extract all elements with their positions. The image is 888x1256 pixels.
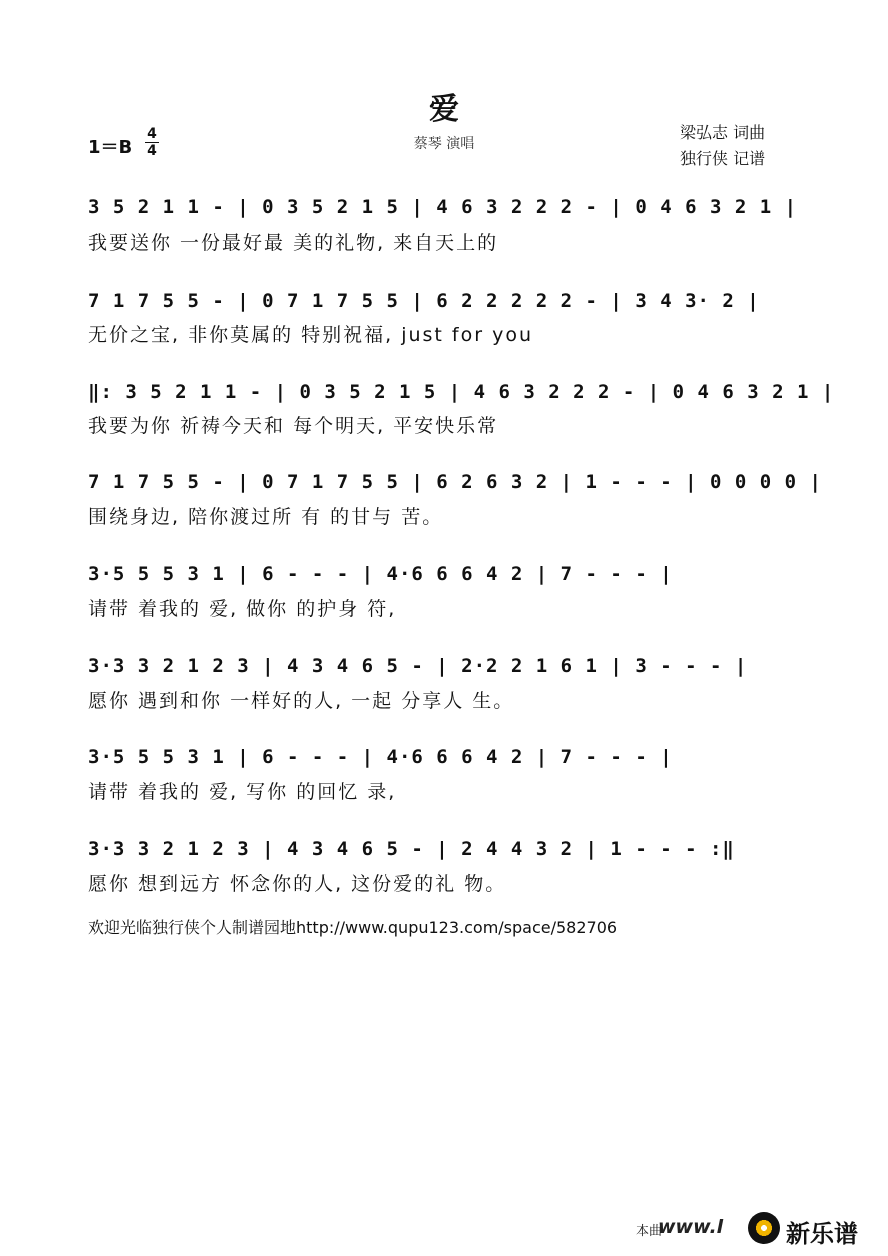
notation-row-1: 3 5 2 1 1 - | 0 3 5 2 1 5 | 4 6 3 2 2 2 - | 0 4 6 3 2 1 |	[88, 196, 798, 218]
record-disc-icon	[748, 1212, 780, 1244]
site-watermark	[636, 1210, 876, 1246]
time-signature-top: 4	[147, 126, 157, 142]
lyric-row-1: 我要送你 一份最好最 美的礼物, 来自天上的	[88, 232, 499, 254]
lyric-row-7: 请带 着我的 爱, 写你 的回忆 录,	[88, 781, 397, 803]
time-signature-bottom: 4	[145, 142, 159, 159]
lyric-row-3: 我要为你 祈祷今天和 每个明天, 平安快乐常	[88, 415, 499, 437]
lyric-row-2: 无价之宝, 非你莫属的 特别祝福, just for you	[88, 324, 533, 346]
notation-row-3: ‖: 3 5 2 1 1 - | 0 3 5 2 1 5 | 4 6 3 2 2 2 - | 0 4 6 3 2 1 |	[88, 381, 835, 403]
notation-row-2: 7 1 7 5 5 - | 0 7 1 7 5 5 | 6 2 2 2 2 2 - | 3 4 3· 2 |	[88, 290, 760, 312]
lyric-row-6: 愿你 遇到和你 一样好的人, 一起 分享人 生。	[88, 690, 515, 712]
singer-credit: 蔡琴 演唱	[413, 136, 475, 152]
composer-credit: 梁弘志 词曲	[680, 123, 766, 142]
time-signature	[145, 126, 159, 159]
lyric-row-4: 围绕身边, 陪你渡过所 有 的甘与 苦。	[88, 506, 444, 528]
lyric-row-8: 愿你 想到远方 怀念你的人, 这份爱的礼 物。	[88, 873, 507, 895]
watermark-url: www.l	[658, 1216, 724, 1238]
song-title: 爱	[429, 92, 459, 127]
notation-row-8: 3·3 3 2 1 2 3 | 4 3 4 6 5 - | 2 4 4 3 2 | 1 - - - :‖	[88, 838, 735, 860]
key-signature: 1＝B	[88, 137, 133, 158]
transcriber-credit: 独行侠 记谱	[680, 149, 766, 168]
notation-row-4: 7 1 7 5 5 - | 0 7 1 7 5 5 | 6 2 6 3 2 | 1 - - - | 0 0 0 0 |	[88, 471, 822, 493]
watermark-small-text: 本曲	[636, 1224, 663, 1239]
watermark-brand: 新乐谱	[786, 1220, 858, 1248]
lyric-row-5: 请带 着我的 爱, 做你 的护身 符,	[88, 598, 397, 620]
notation-row-6: 3·3 3 2 1 2 3 | 4 3 4 6 5 - | 2·2 2 1 6 1 | 3 - - - |	[88, 655, 748, 677]
notation-row-5: 3·5 5 5 3 1 | 6 - - - | 4·6 6 6 4 2 | 7 - - - |	[88, 563, 673, 585]
footer-link-text: 欢迎光临独行侠个人制谱园地http://www.qupu123.com/space/582706	[88, 918, 618, 937]
notation-row-7: 3·5 5 5 3 1 | 6 - - - | 4·6 6 6 4 2 | 7 - - - |	[88, 746, 673, 768]
